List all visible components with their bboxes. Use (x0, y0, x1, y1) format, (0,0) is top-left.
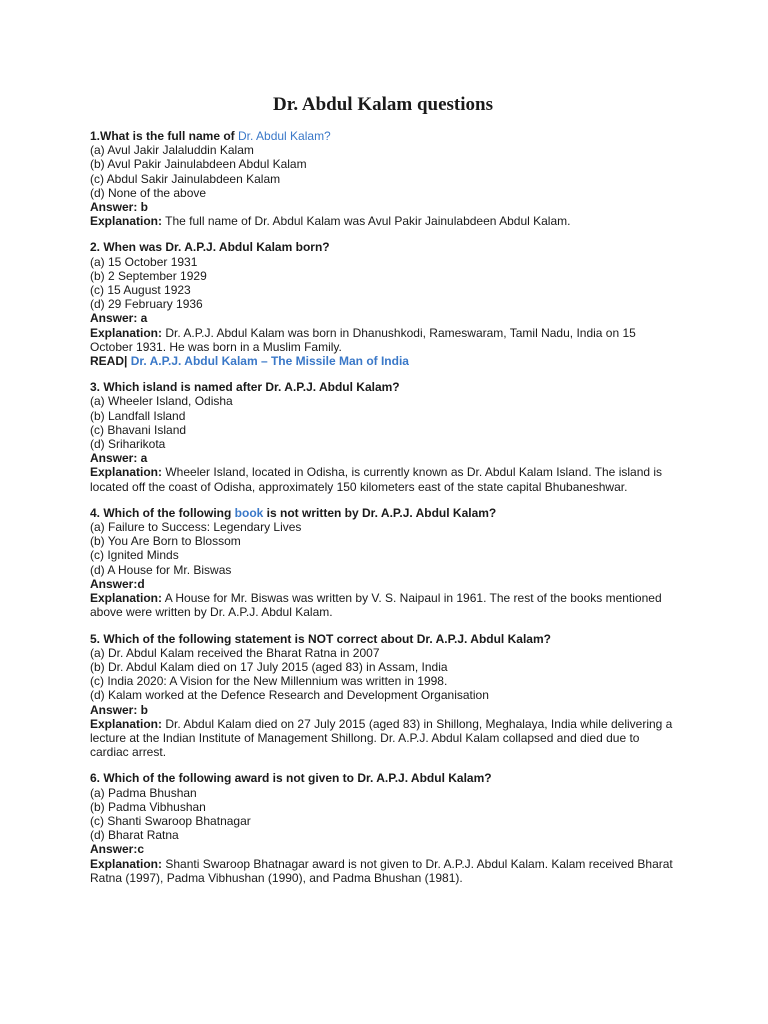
option-b: (b) You Are Born to Blossom (90, 534, 241, 549)
explanation-text: Wheeler Island, located in Odisha, is currently known as Dr. Abdul Kalam Island. The island is located off the coast of Odisha, approximately 150 kilometers east of the state capital Bhubaneshwar. (90, 465, 663, 494)
explanation-text: The full name of Dr. Abdul Kalam was Avul Pakir Jainulabdeen Abdul Kalam. (162, 214, 571, 229)
option-b: (b) Dr. Abdul Kalam died on 17 July 2015 (aged 83) in Assam, India (90, 659, 448, 674)
option-a: (a) Failure to Success: Legendary Lives (90, 520, 302, 535)
option-c: (c) Ignited Minds (90, 548, 179, 563)
question-4 (90, 506, 676, 620)
option-a: (a) Padma Bhushan (90, 785, 197, 800)
read-more (90, 354, 676, 368)
page-title: Dr. Abdul Kalam questions (273, 94, 493, 115)
answer: Answer: b (90, 200, 149, 215)
question-2 (90, 240, 676, 368)
option-b: (b) Padma Vibhushan (90, 799, 206, 814)
explanation-text: Dr. A.P.J. Abdul Kalam was born in Dhanushkodi, Rameswaram, Tamil Nadu, India on 15 October 1931. He was born in a Muslim Family. (90, 325, 636, 354)
explanation-text: Shanti Swaroop Bhatnagar award is not given to Dr. A.P.J. Abdul Kalam. Kalam received Bharat Ratna (1997), Padma Vibhushan (1990), and Padma Bhushan (1981). (90, 856, 673, 885)
explanation-label: Explanation: (90, 214, 163, 229)
question-5 (90, 632, 676, 760)
option-a: (a) 15 October 1931 (90, 254, 198, 269)
option-b: (b) Landfall Island (90, 408, 186, 423)
question-link[interactable]: Dr. Abdul Kalam? (238, 129, 331, 143)
option-b: (b) 2 September 1929 (90, 268, 207, 283)
question-text (90, 129, 676, 143)
option-d: (d) Sriharikota (90, 437, 166, 452)
answer: Answer: b (90, 702, 149, 717)
option-d: (d) Kalam worked at the Defence Research and Development Organisation (90, 688, 489, 703)
explanation-label: Explanation: (90, 325, 163, 340)
question-3 (90, 380, 676, 494)
option-d: (d) None of the above (90, 185, 207, 200)
option-b: (b) Avul Pakir Jainulabdeen Abdul Kalam (90, 157, 307, 172)
explanation (90, 465, 676, 493)
option-d: (d) 29 February 1936 (90, 297, 203, 312)
question-prefix: 1.What is the full name of (90, 129, 239, 143)
option-d: (d) A House for Mr. Biswas (90, 562, 232, 577)
read-label: READ| (90, 354, 128, 369)
explanation (90, 326, 676, 354)
option-d: (d) Bharat Ratna (90, 828, 179, 843)
question-list (90, 129, 676, 897)
option-a: (a) Dr. Abdul Kalam received the Bharat Ratna in 2007 (90, 645, 380, 660)
read-link[interactable]: Dr. A.P.J. Abdul Kalam – The Missile Man of India (127, 354, 409, 369)
option-a: (a) Wheeler Island, Odisha (90, 394, 233, 409)
question-text: 6. Which of the following award is not given to Dr. A.P.J. Abdul Kalam? (90, 771, 492, 786)
option-c: (c) 15 August 1923 (90, 283, 191, 298)
option-c: (c) Bhavani Island (90, 422, 187, 437)
option-c: (c) Shanti Swaroop Bhatnagar (90, 813, 251, 828)
explanation-label: Explanation: (90, 716, 163, 731)
question-suffix: is not written by Dr. A.P.J. Abdul Kalam? (263, 505, 497, 520)
answer: Answer: a (90, 311, 148, 326)
question-text: 5. Which of the following statement is NOT correct about Dr. A.P.J. Abdul Kalam? (90, 631, 551, 646)
explanation (90, 214, 676, 228)
question-link[interactable]: book (234, 505, 264, 520)
explanation-text: A House for Mr. Biswas was written by V. S. Naipaul in 1961. The rest of the books mentioned above were written by Dr. A.P.J. Abdul Kalam. (90, 591, 662, 620)
answer: Answer:c (90, 842, 145, 857)
explanation (90, 717, 676, 760)
explanation (90, 857, 676, 885)
explanation-label: Explanation: (90, 465, 163, 480)
explanation-text: Dr. Abdul Kalam died on 27 July 2015 (aged 83) in Shillong, Meghalaya, India while delivering a lecture at the Indian Institute of Management Shillong. Dr. A.P.J. Abdul Kalam collapsed and died due to cardiac arrest. (90, 716, 673, 760)
option-c: (c) Abdul Sakir Jainulabdeen Kalam (90, 171, 281, 186)
explanation-label: Explanation: (90, 591, 163, 606)
explanation (90, 591, 676, 619)
question-prefix: 4. Which of the following (90, 505, 235, 520)
answer: Answer:d (90, 576, 145, 591)
option-c: (c) India 2020: A Vision for the New Millennium was written in 1998. (90, 674, 448, 689)
question-text: 2. When was Dr. A.P.J. Abdul Kalam born? (90, 240, 330, 255)
question-text: 3. Which island is named after Dr. A.P.J. Abdul Kalam? (90, 380, 400, 395)
explanation-label: Explanation: (90, 856, 163, 871)
option-a: (a) Avul Jakir Jalaluddin Kalam (90, 143, 254, 158)
question-1 (90, 129, 676, 228)
question-text (90, 506, 676, 520)
question-6 (90, 771, 676, 885)
answer: Answer: a (90, 451, 148, 466)
